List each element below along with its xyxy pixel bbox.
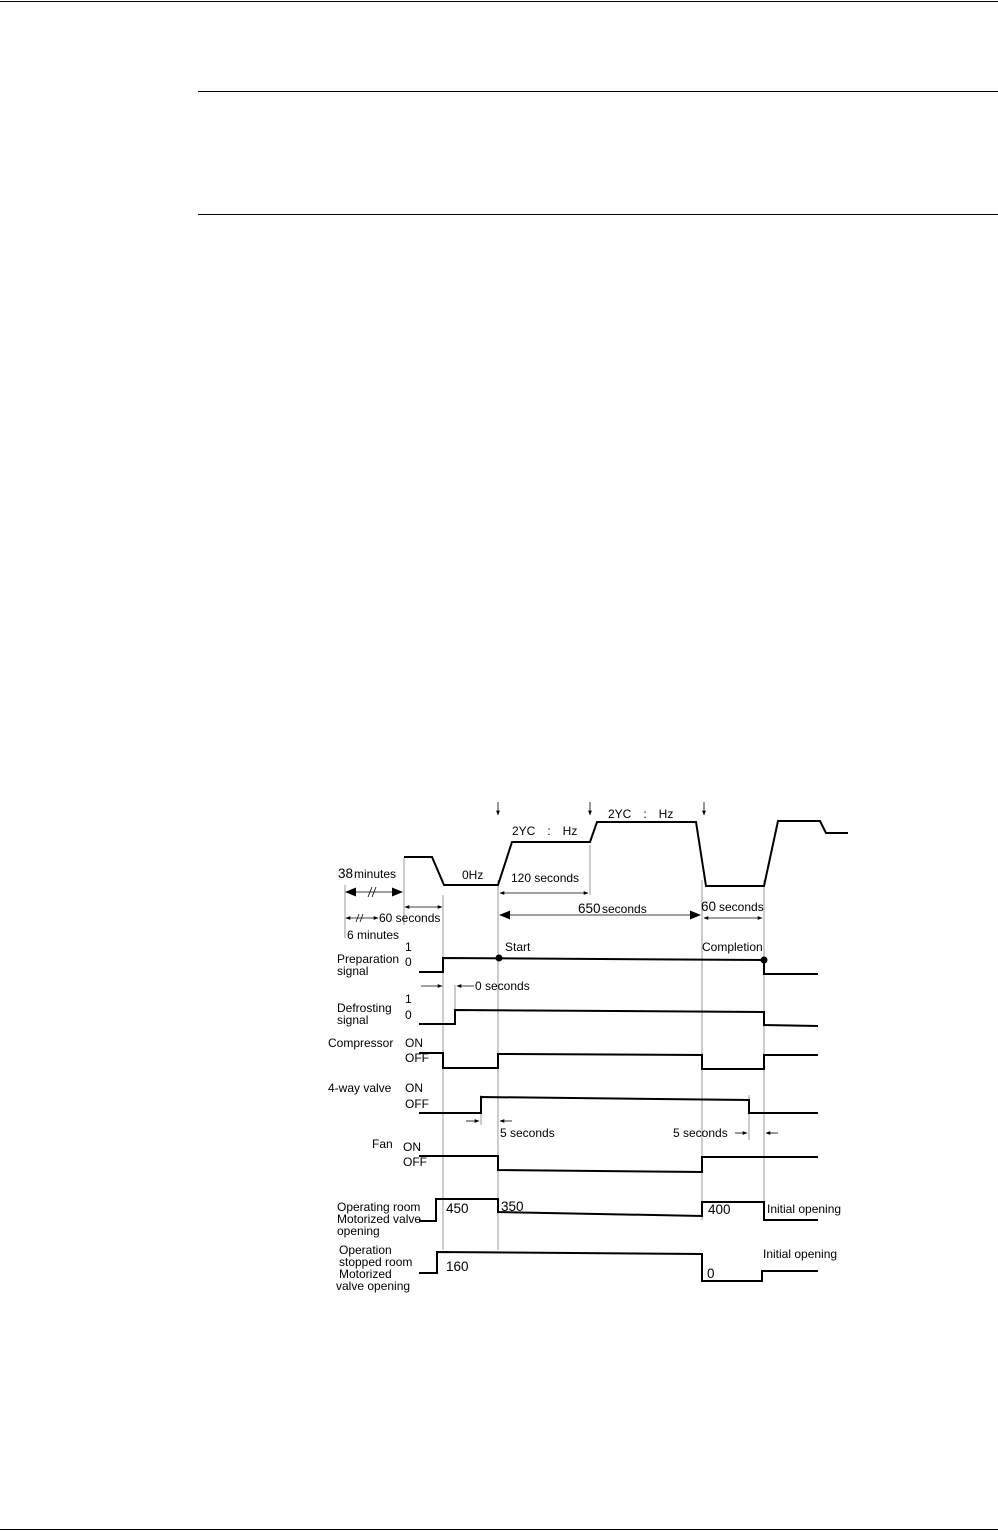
minutes-value: 38	[338, 866, 354, 881]
initial-opening-label: Initial opening	[763, 1247, 838, 1261]
frequency-waveform	[404, 802, 848, 886]
six-fifty-value: 650	[578, 901, 601, 916]
row-label: signal	[337, 964, 369, 978]
five-seconds-annotations	[466, 1121, 778, 1140]
minutes-unit: minutes	[354, 867, 397, 881]
level-low: OFF	[405, 1097, 429, 1111]
six-minutes-label: 6 minutes	[347, 928, 400, 942]
level-high: 1	[405, 940, 412, 954]
row-label: Defrosting	[337, 1001, 392, 1015]
value-450: 450	[446, 1201, 469, 1216]
row-label: stopped room	[339, 1255, 413, 1269]
row-label: Motorized	[339, 1267, 392, 1281]
five-seconds-left-label: 5 seconds	[500, 1126, 555, 1140]
row-label: opening	[337, 1224, 380, 1238]
level-low: 0	[405, 1008, 412, 1022]
six-fifty-unit: seconds	[602, 902, 647, 916]
sixty-seconds-left: 60 seconds	[379, 911, 441, 925]
four-way-valve-row	[328, 1081, 818, 1113]
level-high: ON	[403, 1140, 421, 1154]
stopped-room-valve-trace	[419, 1252, 818, 1281]
stopped-room-valve-row	[336, 1243, 837, 1293]
level-high: 1	[405, 992, 412, 1006]
preparation-trace	[419, 958, 818, 974]
level-low: OFF	[405, 1051, 429, 1065]
sixty-value-right: 60	[701, 899, 717, 914]
five-seconds-right-label: 5 seconds	[673, 1126, 728, 1140]
compressor-row	[328, 1036, 818, 1069]
row-label: 4-way valve	[328, 1081, 392, 1095]
row-label: Operating room	[337, 1200, 421, 1214]
completion-label: Completion	[702, 940, 763, 954]
time-spans	[338, 866, 764, 954]
level-low: OFF	[403, 1155, 427, 1169]
zero-seconds-label: 0 seconds	[475, 979, 530, 993]
row-label: signal	[337, 1013, 369, 1027]
defrosting-signal-row	[337, 992, 818, 1027]
fan-row	[372, 1137, 818, 1172]
value-350: 350	[501, 1199, 524, 1214]
sixty-unit-right: seconds	[719, 900, 764, 914]
start-dot	[496, 955, 503, 962]
four-way-valve-trace	[419, 1097, 818, 1113]
row-label: valve opening	[336, 1279, 411, 1293]
row-label: Compressor	[328, 1036, 394, 1050]
initial-opening-label: Initial opening	[767, 1202, 842, 1216]
zero-hz-label: 0Hz	[462, 868, 484, 882]
fan-trace	[419, 1156, 818, 1172]
compressor-trace	[419, 1053, 818, 1069]
level-high: ON	[405, 1081, 423, 1095]
value-160: 160	[446, 1259, 469, 1274]
value-0: 0	[707, 1266, 715, 1281]
value-400: 400	[708, 1202, 731, 1217]
frequency-label-b: 2YC : Hz	[608, 807, 674, 821]
zero-seconds-annotation	[421, 979, 530, 993]
completion-dot	[761, 957, 768, 964]
frequency-label-a: 2YC : Hz	[512, 824, 578, 838]
level-high: ON	[405, 1036, 423, 1050]
defrosting-trace	[419, 1010, 818, 1026]
one-twenty-seconds-label: 120 seconds	[511, 871, 580, 885]
start-label: Start	[505, 940, 531, 954]
row-label: Motorized valve	[337, 1212, 422, 1226]
operating-room-valve-row	[337, 1199, 841, 1238]
operating-room-valve-trace	[419, 1199, 818, 1221]
row-label: Fan	[372, 1137, 393, 1151]
level-low: 0	[405, 955, 412, 969]
row-label: Preparation	[337, 952, 400, 966]
row-label: Operation	[339, 1243, 392, 1257]
